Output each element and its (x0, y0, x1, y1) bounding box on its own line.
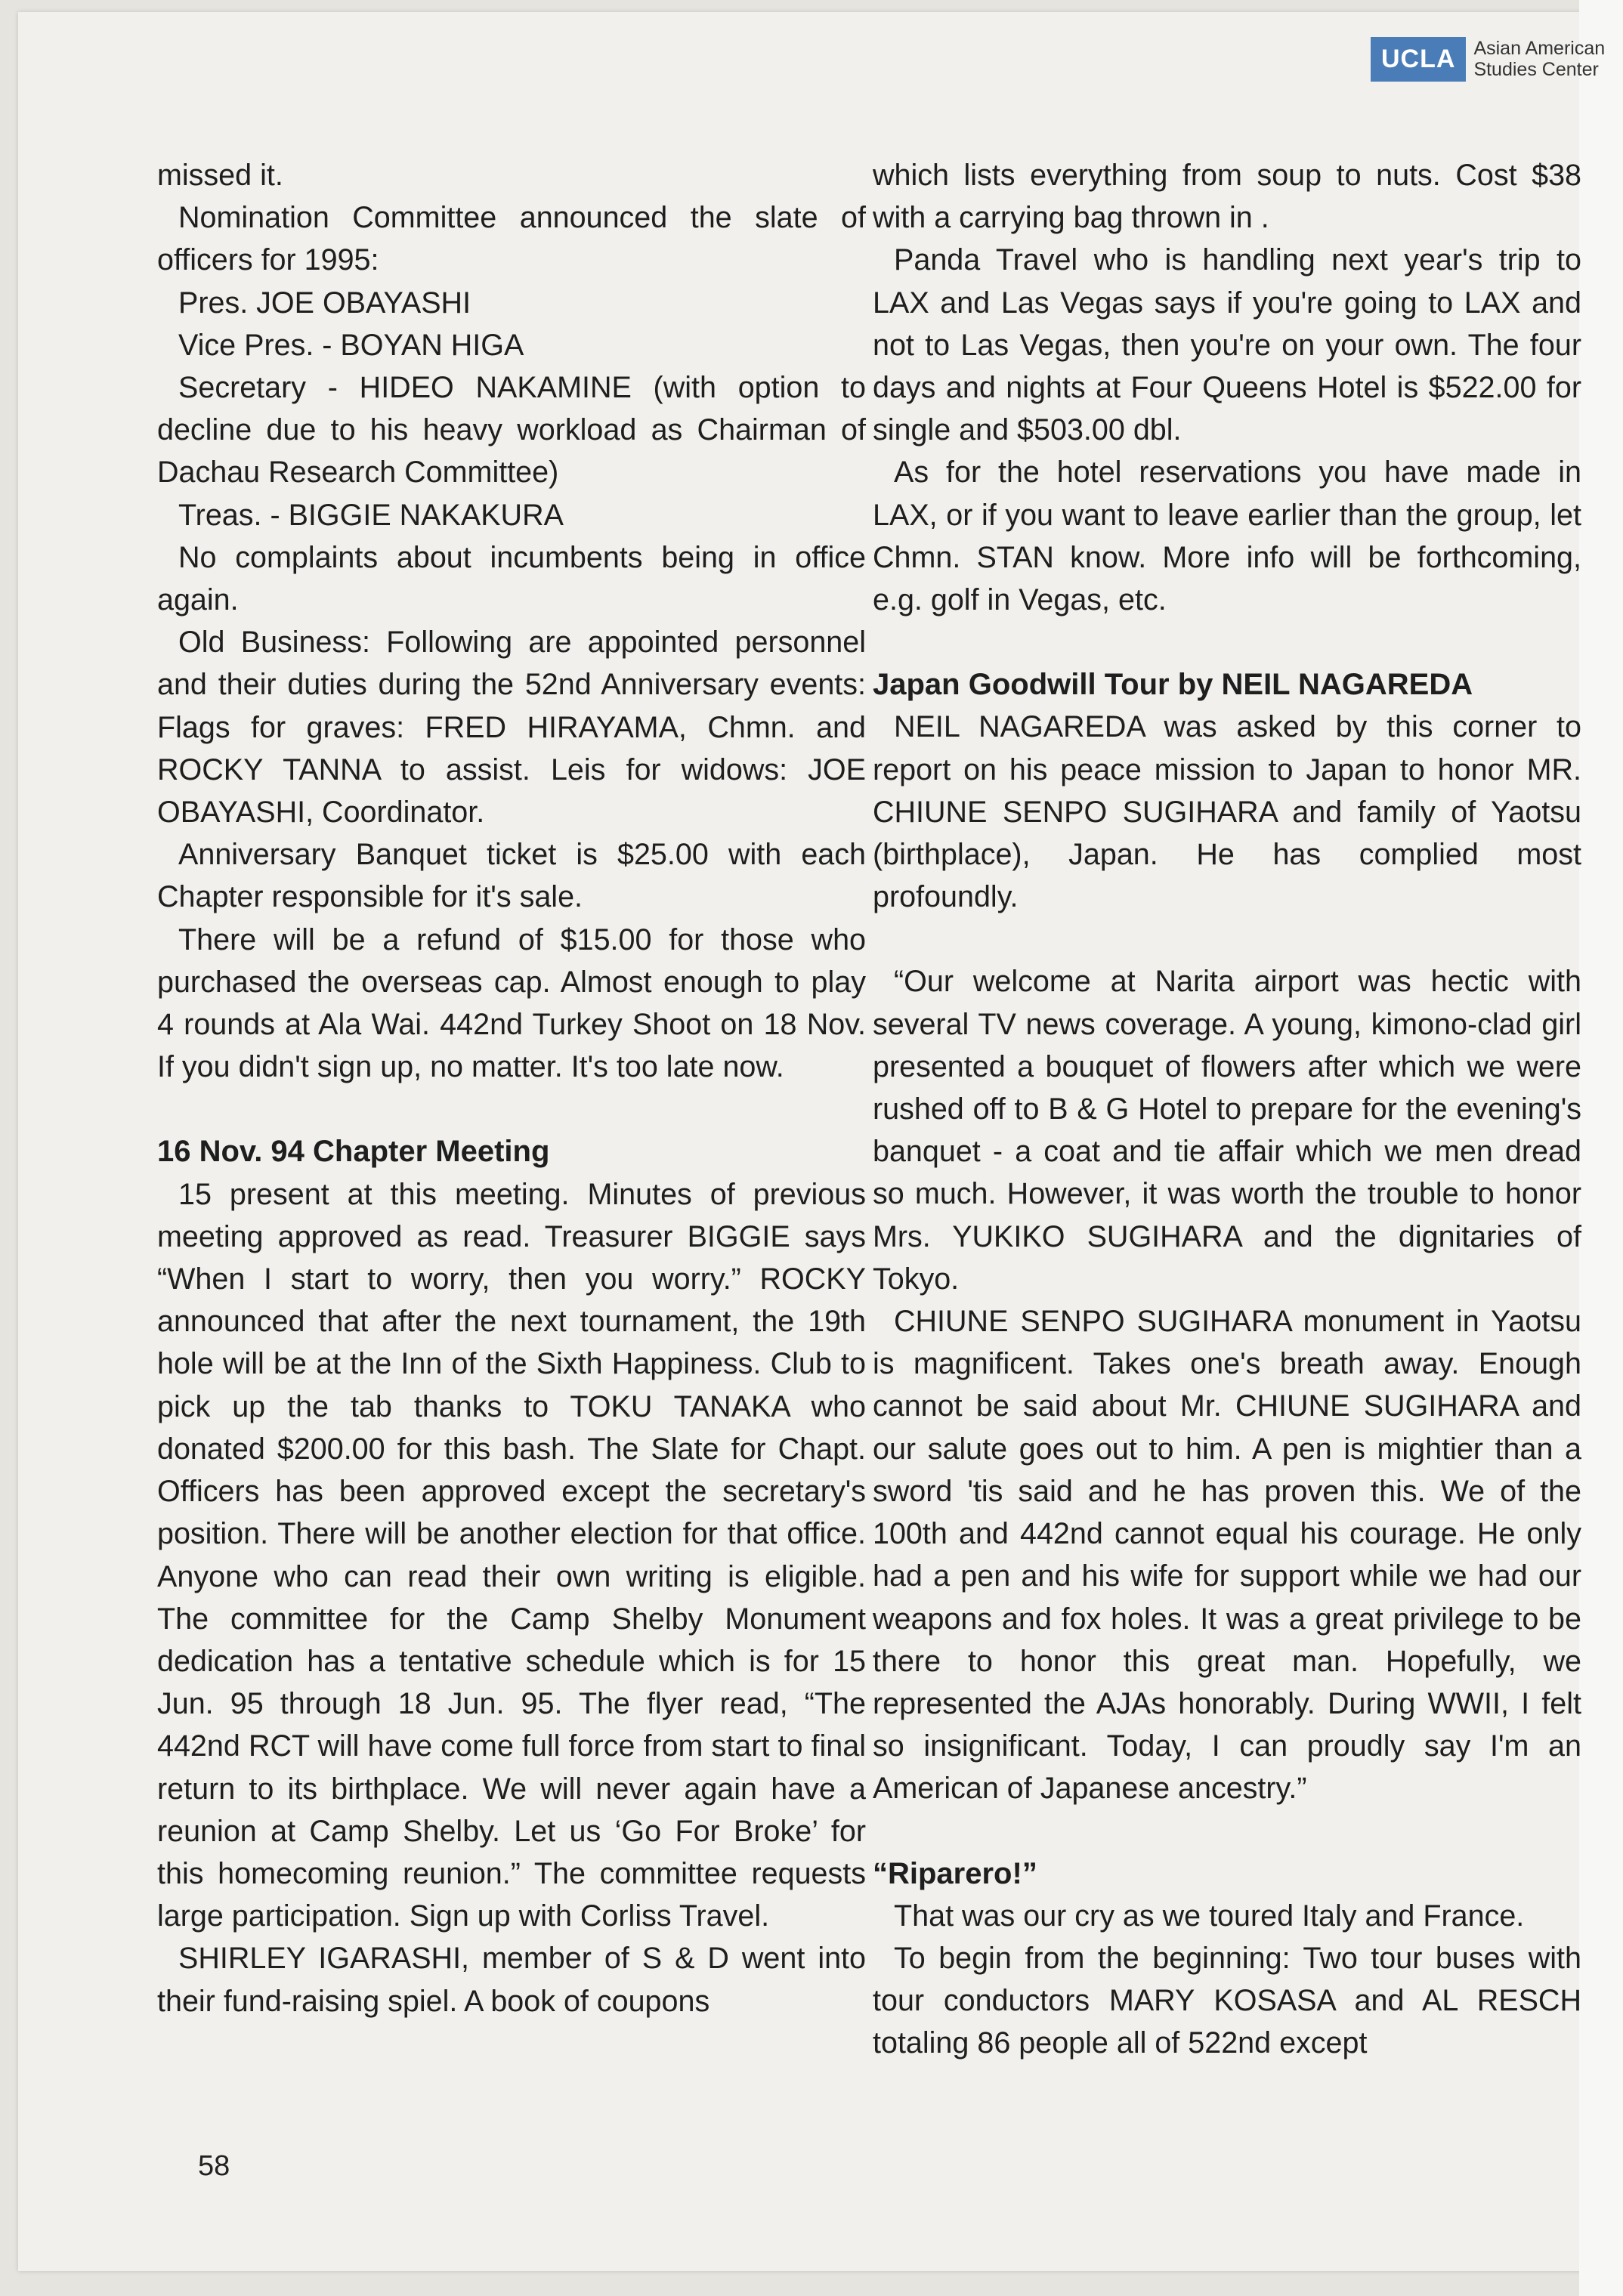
ucla-badge (1371, 33, 1605, 85)
right-column (873, 154, 1581, 2065)
scan-margin (1579, 0, 1623, 2296)
paragraph: 15 present at this meeting. Minutes of previous meeting approved as read. Treasurer BIGGIE says “When I start to worry, then you worry.” ROCKY announced that after the next tournament, the 19th hole will be at the Inn of the Sixth Happiness. Club to pick up the tab thanks to TOKU TANAKA who donated $200.00 for this bash. The Slate for Chapt. Officers has been approved except the secretary's position. There will be another election for that office. Anyone who can read their own writing is eligible. The committee for the Camp Shelby Monument dedication has a tentative schedule which is for 15 Jun. 95 through 18 Jun. 95. The flyer read, “The 442nd RCT will have come full force from start to final return to its birthplace. We will never again have a reunion at Camp Shelby. Let us ‘Go For Broke’ for this homecoming reunion.” The committee requests large participation. Sign up with Corliss Travel. (157, 1177, 866, 1933)
paragraph: As for the hotel reservations you have made in LAX, or if you want to leave earlier than the group, let Chmn. STAN know. More info will be forthcoming, e.g. golf in Vegas, etc. (873, 456, 1581, 617)
quote-paragraph: “Our welcome at Narita airport was hectic with several TV news coverage. A young, kimono-clad girl presented a bouquet of flowers after which we were rushed off to B & G Hotel to prepare for the evening's banquet - a coat and tie affair which we men dread so much. However, it was worth the trouble to honor Mrs. YUKIKO SUGIHARA and the dignitaries of Tokyo. (873, 965, 1581, 1296)
section-heading: 16 Nov. 94 Chapter Meeting (157, 1135, 550, 1169)
badge-org-line1: Asian American (1473, 38, 1606, 59)
officer-line: Secretary - HIDEO NAKAMINE (with option to decline due to his heavy workload as Chairman of Dachau Research Committee) (157, 371, 866, 490)
paragraph: To begin from the beginning: Two tour buses with tour conductors MARY KOSASA and AL RESCH totaling 86 people all of 522nd except (873, 1941, 1581, 2060)
paragraph: Nomination Committee announced the slate of officers for 1995: (157, 201, 866, 277)
paragraph: There will be a refund of $15.00 for those who purchased the overseas cap. Almost enough to play 4 rounds at Ala Wai. 442nd Turkey Shoot on 18 Nov. If you didn't sign up, no matter. It's too late now. (157, 922, 866, 1084)
badge-org-line2: Studies Center (1473, 59, 1599, 80)
paragraph: Anniversary Banquet ticket is $25.00 with each Chapter responsible for it's sale. (157, 838, 866, 914)
paragraph: No complaints about incumbents being in office again. (157, 540, 866, 617)
paragraph: missed it. (157, 159, 283, 192)
paragraph: which lists everything from soup to nuts. Cost $38 with a carrying bag thrown in . (873, 159, 1581, 235)
section-heading: “Riparero!” (873, 1856, 1037, 1890)
officer-line: Vice Pres. - BOYAN HIGA (178, 328, 524, 362)
badge-org-name (1473, 38, 1605, 80)
quote-paragraph: CHIUNE SENPO SUGIHARA monument in Yaotsu is magnificent. Takes one's breath away. Enough cannot be said about Mr. CHIUNE SUGIHARA and our salute goes out to him. A pen is mightier than a sword 'tis said and he has proven this. We of the 100th and 442nd cannot equal his courage. He only had a pen and his wife for support while we had our weapons and fox holes. It was a great privilege to be there to honor this great man. Hopefully, we represented the AJAs honorably. During WWII, I felt so insignificant. Today, I can proudly say I'm an American of Japanese ancestry.” (873, 1305, 1581, 1806)
ucla-logo: UCLA (1371, 37, 1466, 82)
paragraph: Panda Travel who is handling next year's trip to LAX and Las Vegas says if you're going to LAX and not to Las Vegas, then you're on your own. The four days and nights at Four Queens Hotel is $522.00 for single and $503.00 dbl. (873, 243, 1581, 447)
left-column (157, 154, 866, 2023)
paragraph: NEIL NAGAREDA was asked by this corner to report on his peace mission to Japan to honor MR. CHIUNE SENPO SUGIHARA and family of Yaotsu (birthplace), Japan. He has complied most profoundly. (873, 710, 1581, 914)
paragraph: That was our cry as we toured Italy and France. (894, 1899, 1525, 1933)
section-heading: Japan Goodwill Tour by NEIL NAGAREDA (873, 668, 1473, 702)
officer-line: Treas. - BIGGIE NAKAKURA (178, 498, 564, 532)
page-number: 58 (198, 2150, 230, 2182)
paragraph: Old Business: Following are appointed personnel and their duties during the 52nd Anniversary events: Flags for graves: FRED HIRAYAMA, Chmn. and ROCKY TANNA to assist. Leis for widows: JOE OBAYASHI, Coordinator. (157, 626, 866, 830)
officer-line: Pres. JOE OBAYASHI (178, 286, 471, 320)
paragraph: SHIRLEY IGARASHI, member of S & D went into their fund-raising spiel. A book of coupons (157, 1942, 866, 2018)
